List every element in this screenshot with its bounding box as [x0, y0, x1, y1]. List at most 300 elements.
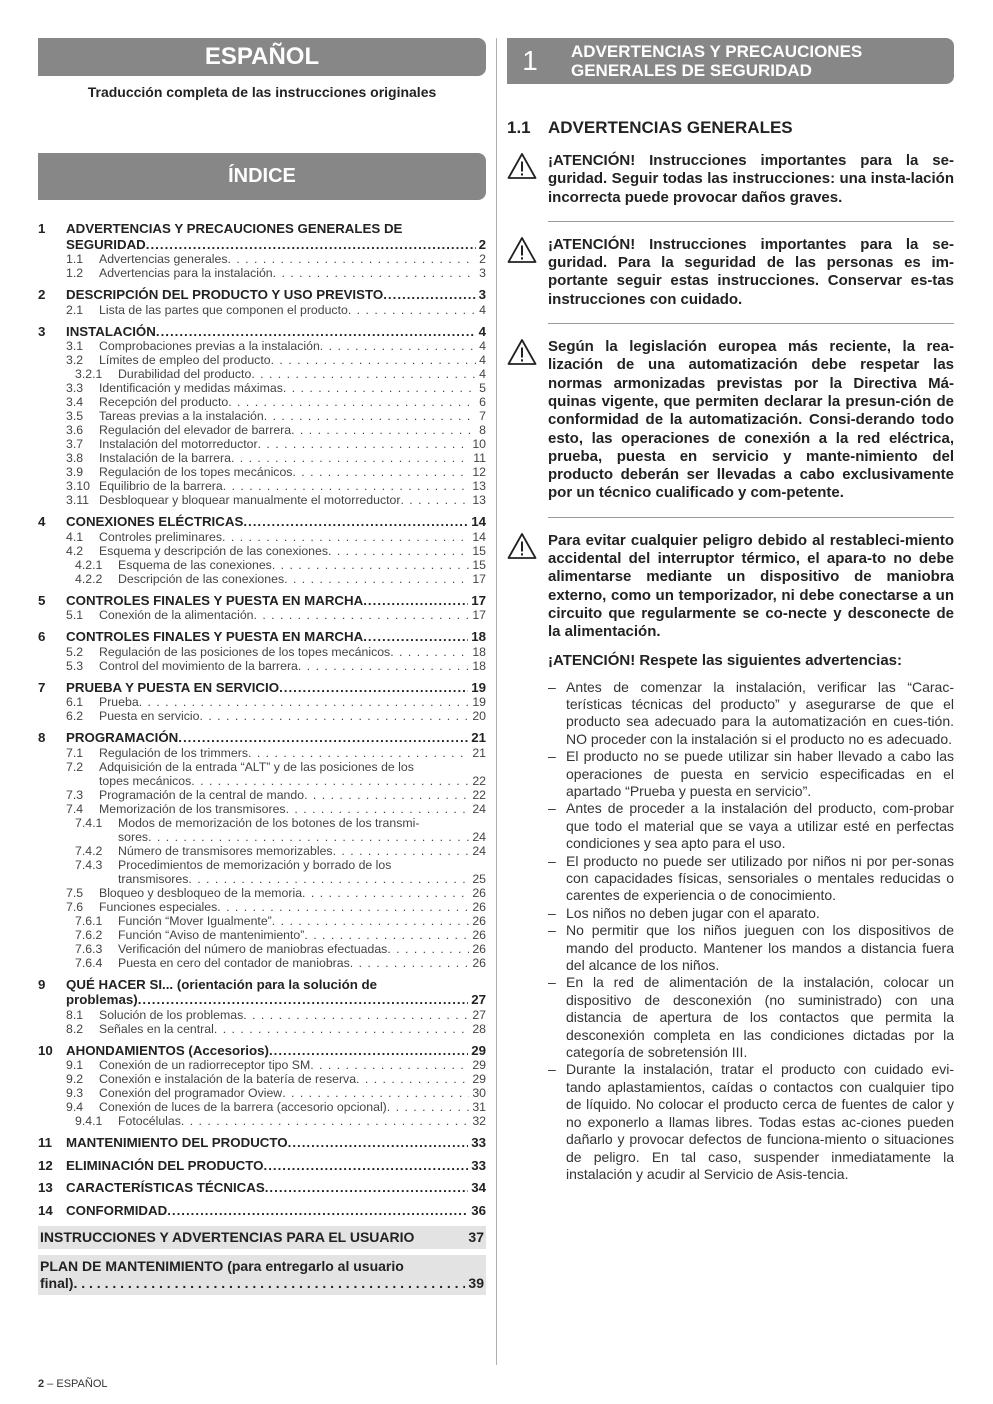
toc-subsection-title: [99, 886, 486, 900]
toc-subsection-number: 3.7: [66, 437, 84, 451]
toc-subsection[interactable]: [38, 645, 486, 659]
toc-subsection-title: [99, 381, 486, 395]
page-number: 28: [472, 1021, 486, 1036]
dash-bullet: –: [548, 678, 556, 695]
dot-leader: [181, 1114, 469, 1128]
toc-subsection[interactable]: [38, 942, 486, 956]
toc-subsection-title: [99, 1086, 486, 1100]
toc-subsection-number: 7.4: [66, 801, 84, 816]
dot-leader: [271, 353, 477, 367]
toc-section-number: 3: [38, 323, 46, 339]
page-number: 4: [479, 367, 486, 381]
dot-leader: [292, 465, 469, 479]
toc-subsection[interactable]: [38, 659, 486, 673]
toc-subsection[interactable]: [38, 900, 486, 914]
toc-title-line: QUÉ HACER SI... (orientación para la solución de: [66, 976, 378, 992]
dot-leader: [383, 287, 475, 303]
toc-subsection[interactable]: [38, 381, 486, 395]
page-number: 7: [479, 409, 486, 423]
toc-entry-line: Instalación de la barrera . . . 11: [99, 451, 486, 465]
toc-section[interactable]: [38, 324, 486, 340]
advisory-text: En la red de alimentación de la instalación, colocar un dispositivo de desconexión (no suministrado) con una distancia de apertura de los contactos que permita la desconexión completa en las condiciones dictadas por la categoría de sobretensión III.: [566, 974, 954, 1061]
toc-section-title: [66, 324, 486, 340]
toc-subsection-title: [99, 395, 486, 409]
toc-subsection-number: 9.4: [66, 1100, 84, 1114]
toc-entry-line: INSTALACIÓN ..... 4: [66, 324, 486, 340]
toc-subsection[interactable]: [38, 1058, 486, 1072]
toc-subsection-number: 7.4.1: [75, 815, 103, 830]
toc-subsection[interactable]: [38, 914, 486, 928]
page-number: 4: [479, 339, 486, 353]
toc-entry-line: ELIMINACIÓN DEL PRODUCTO ..... 33: [66, 1158, 486, 1174]
language-title: ESPAÑOL: [38, 38, 486, 76]
page-number: 17: [472, 608, 486, 622]
toc-entry-line: Regulación de los trimmers . . . 21: [99, 746, 486, 760]
toc-section-title: [66, 1180, 486, 1196]
toc-entry-line: Bloqueo y desbloqueo de la memoria . . . 26: [99, 886, 486, 900]
toc-entry-line: Advertencias generales . . . 2: [99, 252, 486, 266]
advisory-text: Antes de comenzar la instalación, verificar las “Carac-terísticas técnicas del producto” y asegurarse de que el producto sea adecuado para la automatización en cues-tión. NO proceder con la instalación si el producto no es adecuado.: [566, 678, 954, 747]
toc-subsection[interactable]: [38, 844, 486, 858]
toc-subsection[interactable]: [38, 451, 486, 465]
advisory-text: Los niños no deben jugar con el aparato.: [566, 904, 820, 921]
dot-leader: [251, 367, 476, 381]
warning-text: ¡ATENCIÓN! Instrucciones importantes para la se-guridad. Seguir todas las instrucciones: una insta-lación incorrecta puede provocar daños graves.: [548, 152, 954, 206]
toc-section[interactable]: [38, 1203, 486, 1219]
warning-icon: [507, 152, 548, 207]
toc-subsection[interactable]: [38, 558, 486, 572]
dot-leader: [298, 659, 469, 673]
dot-leader: [387, 942, 469, 956]
page-number: 26: [472, 941, 486, 956]
toc-section[interactable]: [38, 1135, 486, 1151]
toc-section-title: [66, 977, 486, 1008]
toc-subsection-number: 7.1: [66, 745, 84, 760]
toc-subsection[interactable]: [38, 1086, 486, 1100]
dot-leader: [223, 479, 470, 493]
toc-subsection-title: [99, 303, 486, 317]
page-number: 17: [471, 592, 486, 608]
toc-subsection[interactable]: [38, 266, 486, 280]
toc-subsection-title: [99, 802, 486, 816]
toc-entry-line: transmisores . . . 25: [118, 872, 486, 886]
toc-entry-line: Conexión del programador Oview . . . 30: [99, 1086, 486, 1100]
toc-subsection-number: 3.4: [66, 395, 84, 409]
page-number: 14: [472, 529, 486, 544]
toc-section-title: [66, 221, 486, 252]
toc-entry-line: PRUEBA Y PUESTA EN SERVICIO ..... 19: [66, 680, 486, 696]
toc-entry-line: Advertencias para la instalación . . . 3: [99, 266, 486, 280]
dot-leader: [264, 409, 476, 423]
toc-subsection-number: 9.1: [66, 1058, 84, 1072]
toc-entry-line: Regulación de las posiciones de los topes mecánicos . . . 18: [99, 645, 486, 659]
page-footer: 2 – ESPAÑOL: [38, 1378, 108, 1390]
dot-leader: [286, 802, 470, 816]
toc-section-number: 8: [38, 730, 46, 745]
page-number: 5: [479, 381, 486, 395]
toc-entry-line: Conexión de un radiorreceptor tipo SM . . . 29: [99, 1058, 486, 1072]
toc-entry-line: Esquema de las conexiones . . . 15: [118, 558, 486, 572]
dot-leader: [272, 558, 470, 572]
toc-subsection[interactable]: [38, 802, 486, 816]
toc-section[interactable]: [38, 977, 486, 1008]
page-number: 3: [478, 287, 486, 302]
advisory-item: [548, 800, 954, 852]
page-number: 27: [472, 1007, 486, 1022]
toc-section[interactable]: [38, 629, 486, 645]
right-column: [507, 38, 954, 1183]
dot-leader: [279, 680, 468, 696]
page-number: 33: [471, 1135, 486, 1150]
toc-subsection-number: 4.2.2: [75, 571, 103, 586]
dot-leader: [156, 324, 476, 340]
dash-bullet: –: [548, 1061, 556, 1078]
dot-leader: [191, 774, 469, 788]
warning-icon: [507, 532, 548, 642]
toc-entry-line: Prueba . . . 19: [99, 695, 486, 709]
toc-subsection-title: [99, 252, 486, 266]
toc-section-number: 7: [38, 679, 46, 695]
toc-subsection-title: [118, 942, 486, 956]
page-number: 12: [472, 465, 486, 479]
toc-subsection-title: [99, 1100, 486, 1114]
toc-subsection-title: [99, 760, 486, 788]
toc-entry-line: SEGURIDAD ..... 2: [66, 237, 486, 253]
advisory-item: [548, 853, 954, 905]
toc-entry-line: Límites de empleo del producto . . . 4: [99, 353, 486, 367]
page-number: 21: [471, 730, 486, 745]
toc-subsection-number: 3.1: [66, 339, 84, 353]
dot-leader: [328, 544, 469, 558]
page-number: 13: [472, 493, 486, 507]
toc-subsection-number: 7.5: [66, 885, 84, 900]
page-number: 15: [472, 543, 486, 558]
toc-subsection[interactable]: [38, 544, 486, 558]
toc-section[interactable]: [38, 1158, 486, 1174]
toc-entry-line: Esquema y descripción de las conexiones . . . 15: [99, 544, 486, 558]
toc-subsection-title: [99, 1022, 486, 1036]
toc-entry-line: DESCRIPCIÓN DEL PRODUCTO Y USO PREVISTO ..... 3: [66, 287, 486, 303]
toc-section[interactable]: [38, 1180, 486, 1196]
toc-section-number: 4: [38, 514, 46, 529]
dot-leader: [243, 514, 468, 530]
toc-subsection[interactable]: [38, 608, 486, 622]
warning-text: Para evitar cualquier peligro debido al restableci-miento accidental del interruptor térmico, el apara-to no debe alimentarse mediante un dispositivo de maniobra externo, como un temporizador, ni debe conectarse a un circuito que regularmente se co-necte y desconecte de la alimentación.: [548, 531, 954, 641]
toc-subsection[interactable]: [38, 252, 486, 266]
toc-subsection-title: [99, 451, 486, 465]
toc-subsection[interactable]: [38, 709, 486, 723]
page-number: 24: [472, 829, 486, 844]
dot-leader: [272, 914, 470, 928]
toc-entry-line: Desbloquear y bloquear manualmente el motorreductor . . . 13: [99, 493, 486, 507]
toc-subsection[interactable]: [38, 1100, 486, 1114]
page-number: 24: [472, 843, 486, 858]
toc-user-instructions[interactable]: INSTRUCCIONES Y ADVERTENCIAS PARA EL USUARIO 37: [38, 1226, 486, 1249]
dot-leader: [387, 1100, 470, 1114]
page-number: 34: [471, 1180, 486, 1195]
toc-subsection-number: 7.6.1: [75, 913, 103, 928]
toc-section-number: 10: [38, 1042, 53, 1058]
toc-subsection-title: [118, 858, 486, 886]
toc-subsection[interactable]: [38, 423, 486, 437]
page-number: 33: [471, 1157, 486, 1173]
page-number: 26: [472, 899, 486, 914]
toc-subsection[interactable]: [38, 437, 486, 451]
dash-bullet: –: [548, 748, 556, 765]
toc-section-title: [66, 680, 486, 696]
page-number: 2: [479, 252, 486, 266]
warning-block: [507, 152, 954, 207]
toc-entry-line: Número de transmisores memorizables . . . 24: [118, 844, 486, 858]
toc-entry-line: Función “Aviso de mantenimiento” . . . 26: [118, 928, 486, 942]
toc-entry-line: Durabilidad del producto . . . 4: [118, 367, 486, 381]
toc-subsection-title: [99, 900, 486, 914]
toc-subsection[interactable]: [38, 746, 486, 760]
toc-subsection[interactable]: [38, 695, 486, 709]
toc-subsection[interactable]: [38, 303, 486, 317]
toc-subsection-title: [99, 709, 486, 723]
toc-entry-line: PROGRAMACIÓN ..... 21: [66, 730, 486, 746]
toc-subsection-number: 2.1: [66, 302, 84, 317]
toc-entry-line: Solución de los problemas . . . 27: [99, 1008, 486, 1022]
toc-subsection-number: 9.2: [66, 1072, 84, 1086]
toc-entry-line: Puesta en servicio . . . 20: [99, 709, 486, 723]
warning-icon: [507, 236, 548, 309]
toc-subsection-title: [118, 1114, 486, 1128]
toc-subsection-title: [118, 816, 486, 844]
toc-subsection[interactable]: [38, 1008, 486, 1022]
toc-subsection[interactable]: [38, 1022, 486, 1036]
dot-leader: [217, 900, 469, 914]
toc-subsection-number: 8.2: [66, 1021, 84, 1036]
toc-subsection[interactable]: [38, 760, 486, 788]
page-number: 27: [471, 992, 486, 1007]
toc-subsection-number: 3.8: [66, 451, 84, 465]
toc-subsection-number: 7.4.3: [75, 857, 103, 872]
toc-subsection[interactable]: [38, 493, 486, 507]
toc-section-number: 11: [38, 1135, 53, 1150]
dot-leader: [167, 1203, 468, 1219]
toc-subsection-title: [118, 956, 486, 970]
page-number: 31: [472, 1100, 486, 1114]
toc-section-title: [66, 1203, 486, 1219]
toc-subsection[interactable]: [38, 1114, 486, 1128]
toc-subsection[interactable]: [38, 886, 486, 900]
advisory-text: El producto no puede ser utilizado por niños ni por per-sonas con capacidades físicas, sensoriales o mentales reducidas o carentes de experiencia o de conocimiento.: [566, 852, 954, 904]
dot-leader: [243, 1008, 469, 1022]
toc-subsection[interactable]: [38, 465, 486, 479]
dot-leader: [310, 1058, 469, 1072]
toc-entry-line: CARACTERÍSTICAS TÉCNICAS ..... 34: [66, 1180, 486, 1196]
toc-subsection-number: 4.2.1: [75, 557, 103, 572]
toc-section[interactable]: [38, 593, 486, 609]
toc-subsection-number: 7.6.3: [75, 941, 103, 956]
toc-subsection[interactable]: [38, 928, 486, 942]
toc-section[interactable]: [38, 514, 486, 530]
toc-subsection-title: [118, 558, 486, 572]
toc-subsection-number: 7.3: [66, 787, 84, 802]
toc-entry-line: Equilibrio de la barrera . . . 13: [99, 479, 486, 493]
toc-subsection-title: [99, 437, 486, 451]
toc-subsection-number: 9.4.1: [75, 1114, 103, 1128]
page-number: 6: [479, 395, 486, 409]
chapter-title: ADVERTENCIAS Y PRECAUCIONES GENERALES DE SEGURIDAD: [571, 42, 863, 80]
toc-entry-line: CONTROLES FINALES Y PUESTA EN MARCHA ..... 18: [66, 629, 486, 645]
toc-entry-line: CONEXIONES ELÉCTRICAS ..... 14: [66, 514, 486, 530]
warning-icon: [507, 338, 548, 503]
page-number: 24: [472, 801, 486, 816]
toc-entry-line: Lista de las partes que componen el producto . . . 4: [99, 303, 486, 317]
toc-subsection-number: 9.3: [66, 1086, 84, 1100]
toc-subsection[interactable]: [38, 858, 486, 886]
toc-subsection[interactable]: [38, 395, 486, 409]
toc-subsection-number: 7.2: [66, 759, 84, 774]
dot-leader: [178, 730, 468, 746]
dot-leader: [333, 844, 470, 858]
toc-subsection[interactable]: [38, 572, 486, 586]
page-number: 29: [472, 1058, 486, 1072]
toc-entry-line: Regulación de los topes mecánicos . . . 12: [99, 465, 486, 479]
toc-section-number: 6: [38, 629, 46, 644]
toc-subsection-number: 7.6: [66, 899, 84, 914]
page-number: 22: [472, 787, 486, 802]
dot-leader: [284, 572, 469, 586]
dot-leader: [146, 237, 476, 253]
toc-entry-line: Control del movimiento de la barrera . . . 18: [99, 659, 486, 673]
column-divider: [496, 38, 497, 1365]
toc-entry-line: Funciones especiales . . . 26: [99, 900, 486, 914]
toc-subsection[interactable]: [38, 1072, 486, 1086]
toc-section[interactable]: [38, 221, 486, 252]
document-subtitle: Traducción completa de las instrucciones originales: [87, 84, 437, 100]
page-number: 18: [472, 644, 486, 659]
advisory-text: Antes de proceder a la instalación del producto, com-probar que todo el material que se vaya a utilizar esté en perfectas condiciones y sea apto para el uso.: [566, 800, 954, 852]
toc-maintenance-plan[interactable]: PLAN DE MANTENIMIENTO (para entregarlo al usuario final) . . . 39: [38, 1255, 486, 1295]
toc-subsection-title: [99, 423, 486, 437]
toc-entry-line: Verificación del número de maniobras efectuadas . . . 26: [118, 942, 486, 956]
toc-entry-line: Controles preliminares . . . 14: [99, 530, 486, 544]
toc-subsection-number: 6.2: [66, 709, 84, 723]
chapter-number: 1: [522, 45, 538, 76]
page-number: 4: [478, 323, 486, 339]
page-number: 18: [471, 629, 486, 644]
toc-subsection-number: 5.3: [66, 658, 84, 673]
toc-entry-line: problemas) ..... 27: [66, 992, 486, 1008]
toc-subsection[interactable]: [38, 353, 486, 367]
toc-subsection-title: [99, 1008, 486, 1022]
page-number: 25: [472, 871, 486, 886]
toc-section-title: [66, 730, 486, 746]
index-title: ÍNDICE: [38, 153, 486, 200]
dot-leader: [222, 530, 469, 544]
page-number: 8: [479, 423, 486, 437]
toc-subsection-number: 3.11: [66, 493, 90, 507]
toc-section[interactable]: [38, 730, 486, 746]
page-number: 10: [472, 437, 486, 451]
advisory-list: [548, 679, 954, 1184]
dot-leader: [363, 629, 468, 645]
toc-subsection-title: [99, 493, 486, 507]
dash-bullet: –: [548, 852, 556, 869]
toc-section-number: 1: [38, 221, 46, 236]
toc-subsection-title: [118, 572, 486, 586]
toc-entry-line: Memorización de los transmisores . . . 24: [99, 802, 486, 816]
page-number: 26: [472, 927, 486, 942]
dot-leader: [390, 645, 469, 659]
chapter-header: [507, 38, 954, 84]
toc-entry-line: CONTROLES FINALES Y PUESTA EN MARCHA ..... 17: [66, 593, 486, 609]
toc-entry-line: AHONDAMIENTOS (Accesorios) ..... 29: [66, 1043, 486, 1059]
toc-subsection[interactable]: [38, 367, 486, 381]
toc-subsection[interactable]: [38, 530, 486, 544]
dot-leader: [350, 956, 470, 970]
left-column: [38, 38, 486, 1295]
toc-subsection-title: [99, 695, 486, 709]
dot-leader: [231, 451, 470, 465]
warnings-list: [507, 152, 954, 642]
toc-section[interactable]: [38, 287, 486, 303]
dot-leader: [348, 303, 476, 317]
toc-entry-line: Comprobaciones previas a la instalación . . . 4: [99, 339, 486, 353]
dot-leader: [269, 1043, 468, 1059]
toc-section-title: [66, 629, 486, 645]
toc-entry-line: Función “Mover Igualmente” . . . 26: [118, 914, 486, 928]
toc-subsection-number: 3.2.1: [75, 367, 103, 381]
toc-section-title: [66, 287, 486, 303]
page-number: 21: [472, 745, 486, 760]
toc-subsection-number: 7.6.4: [75, 955, 103, 970]
section-heading: 1.1 ADVERTENCIAS GENERALES: [507, 118, 793, 137]
page-number: 30: [472, 1086, 486, 1100]
toc-subsection[interactable]: [38, 788, 486, 802]
dot-leader: [363, 593, 468, 609]
page-number: 29: [471, 1042, 486, 1058]
warning-text: ¡ATENCIÓN! Instrucciones importantes para la se-guridad. Para la seguridad de las personas es im-portante seguir estas instrucciones. Conservar es-tas instrucciones con cuidado.: [548, 235, 954, 308]
toc-entry-line: Regulación del elevador de barrera . . . 8: [99, 423, 486, 437]
toc-subsection-title: [99, 1072, 486, 1086]
dot-leader: [264, 1158, 469, 1174]
toc-subsection[interactable]: [38, 956, 486, 970]
toc-section-number: 13: [38, 1180, 53, 1195]
toc-subsection-number: 7.4.2: [75, 843, 103, 858]
toc-entry-line: CONFORMIDAD ..... 36: [66, 1203, 486, 1219]
dot-leader: [283, 381, 476, 395]
advisory-text: Durante la instalación, tratar el producto con cuidado evi-tando aplastamientos, caídas o contactos con cualquier tipo de líquido. No colocar el producto cerca de fuentes de calor y no exponerlo a llamas libres. Todas estas ac-ciones pueden dañarlo y provocar defectos de funciona-miento o situaciones de peligro. En tal caso, suspender inmediatamente la instalación y acudir al Servicio de Asis-tencia.: [566, 1061, 954, 1182]
toc-subsection[interactable]: [38, 339, 486, 353]
dot-leader: [254, 608, 470, 622]
toc-section[interactable]: [38, 680, 486, 696]
dot-leader: [248, 746, 469, 760]
dot-leader: [258, 437, 470, 451]
dot-leader: [302, 886, 469, 900]
toc-subsection[interactable]: [38, 816, 486, 844]
table-of-contents: [38, 221, 486, 1218]
dot-leader: [214, 1022, 469, 1036]
toc-subsection-title: [99, 530, 486, 544]
dot-leader: [304, 928, 469, 942]
toc-subsection-title: [99, 465, 486, 479]
toc-subsection-title: [118, 914, 486, 928]
toc-entry-line: Conexión de la alimentación . . . 17: [99, 608, 486, 622]
toc-subsection-title: [99, 788, 486, 802]
toc-subsection[interactable]: [38, 409, 486, 423]
toc-subsection[interactable]: [38, 479, 486, 493]
toc-title-line: Modos de memorización de los botones de los transmi-: [118, 815, 420, 830]
warning-block: [507, 532, 954, 642]
toc-section[interactable]: [38, 1043, 486, 1059]
toc-subsection-title: [99, 479, 486, 493]
page-number: 13: [472, 479, 486, 493]
